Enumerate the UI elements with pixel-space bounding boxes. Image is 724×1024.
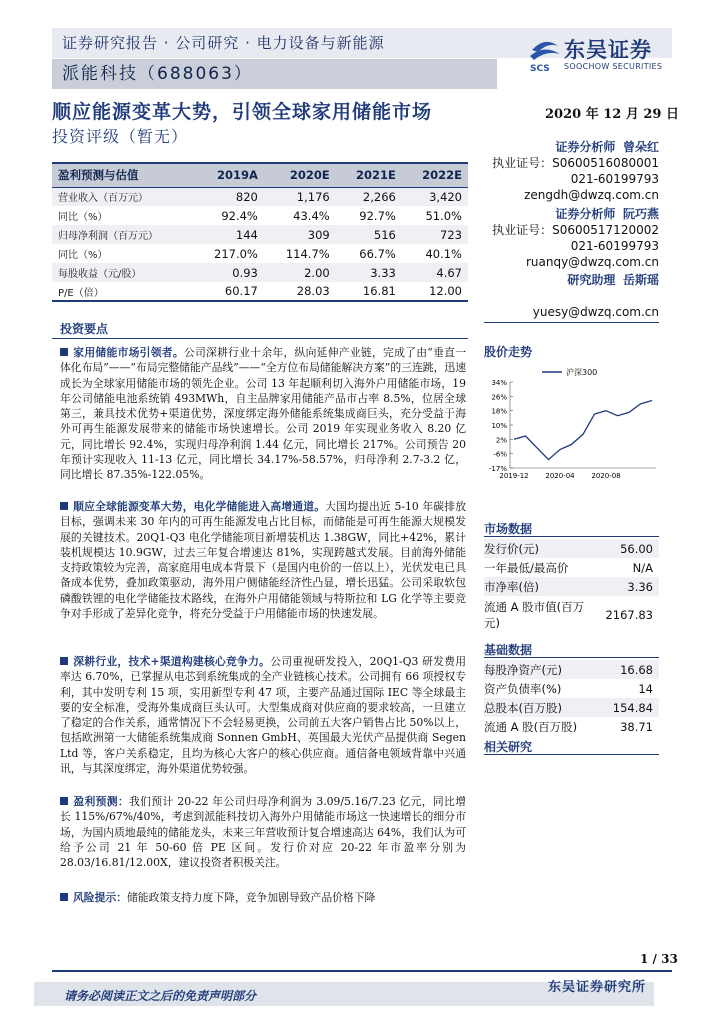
- forecast-table: [52, 162, 468, 302]
- bullet-head: 深耕行业，技术+渠道构建核心竞争力。: [73, 655, 271, 668]
- kv-value: 2167.83: [605, 608, 653, 622]
- report-title: 顺应能源变革大势，引领全球家用储能市场: [52, 101, 433, 123]
- cell: 723: [402, 225, 468, 244]
- square-bullet-icon: [60, 348, 68, 356]
- analyst-name: 阮巧燕: [622, 207, 659, 221]
- table-row: [484, 596, 659, 634]
- forecast-header: 2021E: [336, 163, 402, 187]
- kv-key: 总股本(百万股): [484, 698, 601, 717]
- company-bar: [52, 59, 497, 89]
- cell: 2,266: [336, 187, 402, 206]
- report-category: 证券研究报告 · 公司研究 · 电力设备与新能源: [62, 34, 385, 52]
- square-bullet-icon: [60, 893, 68, 901]
- research-firm: 东吴证券研究所: [548, 980, 647, 995]
- cell: 12.00: [402, 282, 468, 301]
- price-chart-title: 股价走势: [484, 345, 533, 359]
- logo-english-name: SOOCHOW SECURITIES: [564, 62, 663, 71]
- y-tick-label: 10%: [491, 422, 507, 430]
- cell: 92.7%: [359, 208, 396, 223]
- x-tick-label: 2019-12: [499, 472, 529, 480]
- kv-key: 一年最低/最高价: [484, 560, 569, 575]
- cell: 0.93: [192, 263, 264, 282]
- kv-value: 56.00: [594, 539, 659, 558]
- table-row: [52, 244, 468, 263]
- cell: 1,176: [264, 187, 336, 206]
- disclaimer-text: 请务必阅读正文之后的免责声明部分: [64, 989, 257, 1003]
- analyst-phone: 021-60199793: [570, 239, 659, 253]
- soochow-logo: [528, 36, 678, 80]
- cell: 2.00: [264, 263, 336, 282]
- cell: 309: [264, 225, 336, 244]
- x-tick-label: 2020-08: [591, 472, 621, 480]
- kv-value: 3.36: [594, 577, 659, 596]
- analyst-cert: 执业证号：S0600516080001: [492, 156, 659, 170]
- kv-value: N/A: [632, 560, 653, 575]
- bullet-head: 家用储能市场引领者。: [73, 346, 184, 359]
- analyst-cert: 执业证号：S0600517120002: [492, 223, 659, 237]
- basic-table: [484, 660, 659, 736]
- table-row: [52, 187, 468, 206]
- cell: 43.4%: [293, 208, 330, 223]
- row-label: 同比（%）: [58, 250, 108, 261]
- bullet-head: 盈利预测：: [73, 795, 130, 808]
- row-label: 归母净利润（百万元）: [52, 225, 192, 244]
- investment-rating: 投资评级（暂无）: [52, 127, 189, 146]
- x-tick-label: 2020-04: [545, 472, 575, 480]
- kv-value: 16.68: [601, 660, 659, 679]
- analyst-3: [484, 272, 659, 288]
- table-row: [484, 539, 659, 558]
- bullet-4: [60, 794, 466, 870]
- cell: 3.33: [336, 263, 402, 282]
- row-label: 营业收入（百万元）: [52, 187, 192, 206]
- price-chart: [484, 362, 664, 492]
- kv-value: 14: [638, 681, 653, 696]
- kv-key: 每股净资产(元): [484, 660, 601, 679]
- table-row: [52, 263, 468, 282]
- analyst-phone: 021-60199793: [570, 172, 659, 186]
- table-row: [484, 577, 659, 596]
- analyst-3-email-row: [484, 304, 659, 320]
- kv-key: 发行价(元): [484, 539, 594, 558]
- square-bullet-icon: [60, 657, 68, 665]
- bullet-head: 顺应全球能源变革大势，电化学储能进入高增通道。: [73, 500, 326, 513]
- analyst-name: 岳斯瑶: [622, 273, 659, 287]
- cell: 51.0%: [425, 208, 462, 223]
- basic-title: 基础数据: [484, 643, 533, 657]
- table-row: [484, 558, 659, 577]
- table-row: [52, 206, 468, 225]
- market-title: 市场数据: [484, 522, 533, 536]
- cell: 60.17: [192, 282, 264, 301]
- forecast-header: 2019A: [192, 163, 264, 187]
- kv-value: 38.71: [620, 719, 653, 734]
- table-row: [52, 282, 468, 301]
- analyst-role: 证券分析师: [555, 140, 616, 154]
- footer-divider: [52, 970, 672, 972]
- basic-divider: [484, 657, 659, 658]
- bullet-body: 储能政策支持力度下降，竞争加剧导致产品价格下降: [126, 891, 376, 904]
- forecast-header-row: [52, 163, 468, 187]
- bullet-body: 大国均提出近 5-10 年碳排放目标，强调未来 30 年内的可再生能源发电占比目标，而储能是可再生能源大规模发展的关键技术。20Q1-Q3 电化学储能项目新增装机达 1.38GW，同比+42%，累计装机规模达 10.9GW，过去三年复合增速达 81%，实现跨越式发展。目前海外储能支持政策较为完善，高家庭用电成本背景下（是国内电价的一倍以上），光伏发电已具备成本优势，叠加政策驱动，海外用户侧储能经济性凸显，增长迅猛。公司采取软包磷酸铁锂的电化学储能技术路线，在海外户用储能领域与特斯拉和 LG 化学等主要竞争对手形成了差异化竞争，将充分受益于户用储能市场的快速发展。: [60, 500, 466, 621]
- forecast-header: 盈利预测与估值: [52, 163, 192, 187]
- square-bullet-icon: [60, 797, 68, 805]
- highlights-divider: [52, 338, 468, 339]
- cell: 40.1%: [425, 246, 462, 261]
- bullet-2: [60, 499, 466, 621]
- table-row: [484, 717, 659, 736]
- cell: 16.81: [336, 282, 402, 301]
- bullet-3: [60, 654, 466, 776]
- cell: 3,420: [402, 187, 468, 206]
- company-name: 派能科技（688063）: [62, 64, 253, 84]
- bullet-body: 公司深耕行业十余年，纵向延伸产业链，完成了由“垂直一体化布局”——“布局完整储能产品线”——“全方位布局储能解决方案”的三连跳，迅速成长为全球家用储能市场的领先企业。公司 13 年起顺利切入海外户用储能市场，19 年公司储能电池系统销 493MWh，自主品牌家用储能产品市占率 8.5%，位居全球第三，兼具技术优势+渠道优势，深度绑定海外储能系统集成商巨头，充分受益于海外可再生能源发展带来的储能市场快速增长。公司 2019 年实现业务收入 8.20 亿元，同比增长 92.4%，实现归母净利润 1.44 亿元，同比增长 217%。公司预告 20 年预计实现收入 11-13 亿元，同比增长 34.17%-58.57%，归母净利 2.7-3.2 亿，同比增长 87.35%-122.05%。: [60, 346, 466, 482]
- analyst-divider: [484, 322, 659, 323]
- analyst-2: [484, 206, 659, 270]
- cell: 66.7%: [359, 246, 396, 261]
- cell: 28.03: [264, 282, 336, 301]
- market-divider: [484, 536, 659, 537]
- y-tick-label: 18%: [491, 407, 507, 416]
- analyst-role: 证券分析师: [555, 207, 616, 221]
- logo-mark-icon: [528, 36, 562, 74]
- report-date: 2020 年 12 月 29 日: [545, 107, 679, 122]
- y-tick-label: 2%: [495, 436, 507, 445]
- table-row: [484, 698, 659, 717]
- bullet-head: 风险提示：: [73, 891, 127, 904]
- kv-key: 资产负债率(%): [484, 681, 562, 696]
- y-tick-label: 26%: [491, 393, 507, 402]
- analyst-email[interactable]: yuesy@dwzq.com.cn: [532, 305, 659, 319]
- bullet-1: [60, 345, 466, 483]
- cell: 217.0%: [214, 246, 258, 261]
- row-label: P/E（倍）: [52, 282, 192, 301]
- cell: 820: [192, 187, 264, 206]
- cell: 92.4%: [221, 208, 258, 223]
- y-tick-label: -17%: [488, 465, 507, 473]
- analyst-email[interactable]: zengdh@dwzq.com.cn: [524, 188, 659, 202]
- cell: 144: [192, 225, 264, 244]
- y-tick-label: -6%: [493, 450, 507, 459]
- cell: 4.67: [402, 263, 468, 282]
- kv-value: 154.84: [601, 698, 659, 717]
- logo-mark-text: SCS: [530, 64, 550, 74]
- analyst-email[interactable]: ruanqy@dwzq.com.cn: [525, 255, 659, 269]
- analyst-1: [484, 139, 659, 203]
- forecast-header: 2022E: [402, 163, 468, 187]
- market-table: [484, 539, 659, 634]
- series-line-hs300: [514, 401, 652, 460]
- table-row: [484, 660, 659, 679]
- related-divider: [484, 754, 659, 755]
- bullet-body: 我们预计 20-22 年公司归母净利润为 3.09/5.16/7.23 亿元，同比增长 115%/67%/40%，考虑到派能科技切入海外户用储能市场这一快速增长的细分市场，为国内质地最纯的储能龙头，未来三年营收预计复合增速高达 64%，我们认为可给予公司 21 年 50-60 倍 PE 区间。发行价对应 20-22 年市盈率分别为 28.03/16.81/12.00X，建议投资者积极关注。: [60, 795, 466, 870]
- logo-chinese-name: 东吴证券: [564, 38, 652, 62]
- row-label: 每股收益（元/股）: [52, 263, 192, 282]
- square-bullet-icon: [60, 502, 68, 510]
- bullet-5: [60, 890, 466, 905]
- cell: 516: [336, 225, 402, 244]
- kv-key: 流通 A 股(百万股): [484, 719, 578, 734]
- cell: 114.7%: [285, 246, 330, 261]
- table-row: [52, 225, 468, 244]
- related-title: 相关研究: [484, 740, 533, 754]
- row-label: 同比（%）: [58, 212, 108, 223]
- forecast-header: 2020E: [264, 163, 336, 187]
- kv-key: 市净率(倍): [484, 577, 594, 596]
- analyst-name: 曾朵红: [622, 140, 659, 154]
- legend-label: 沪深300: [566, 368, 598, 377]
- table-row: [484, 679, 659, 698]
- kv-key: 流通 A 股市值(百万元): [484, 600, 585, 630]
- analyst-role: 研究助理: [567, 273, 616, 287]
- page-number: 1 / 33: [640, 952, 678, 966]
- y-tick-label: 34%: [491, 379, 507, 387]
- bullet-body: 公司重视研发投入，20Q1-Q3 研发费用率达 6.70%，已掌握从电芯到系统集成的全产业链核心技术。公司拥有 66 项授权专利，其中发明专利 15 项，实用新型专利 47 项，主要产品通过国际 IEC 等全球最主要的安全标准，受海外集成商巨头认可。大型集成商对供应商的要求较高，一旦建立了稳定的合作关系，通常情况下不会轻易更换，公司前五大客户销售占比 50%以上，包括欧洲第一大储能系统集成商 Sonnen GmbH、英国最大光伏产品提供商 Segen Ltd 等，客户关系稳定，且均为核心大客户的核心供应商。通信备电领域背靠中兴通讯，与其深度绑定，海外渠道优势较强。: [60, 655, 466, 776]
- highlights-title: 投资要点: [60, 322, 109, 336]
